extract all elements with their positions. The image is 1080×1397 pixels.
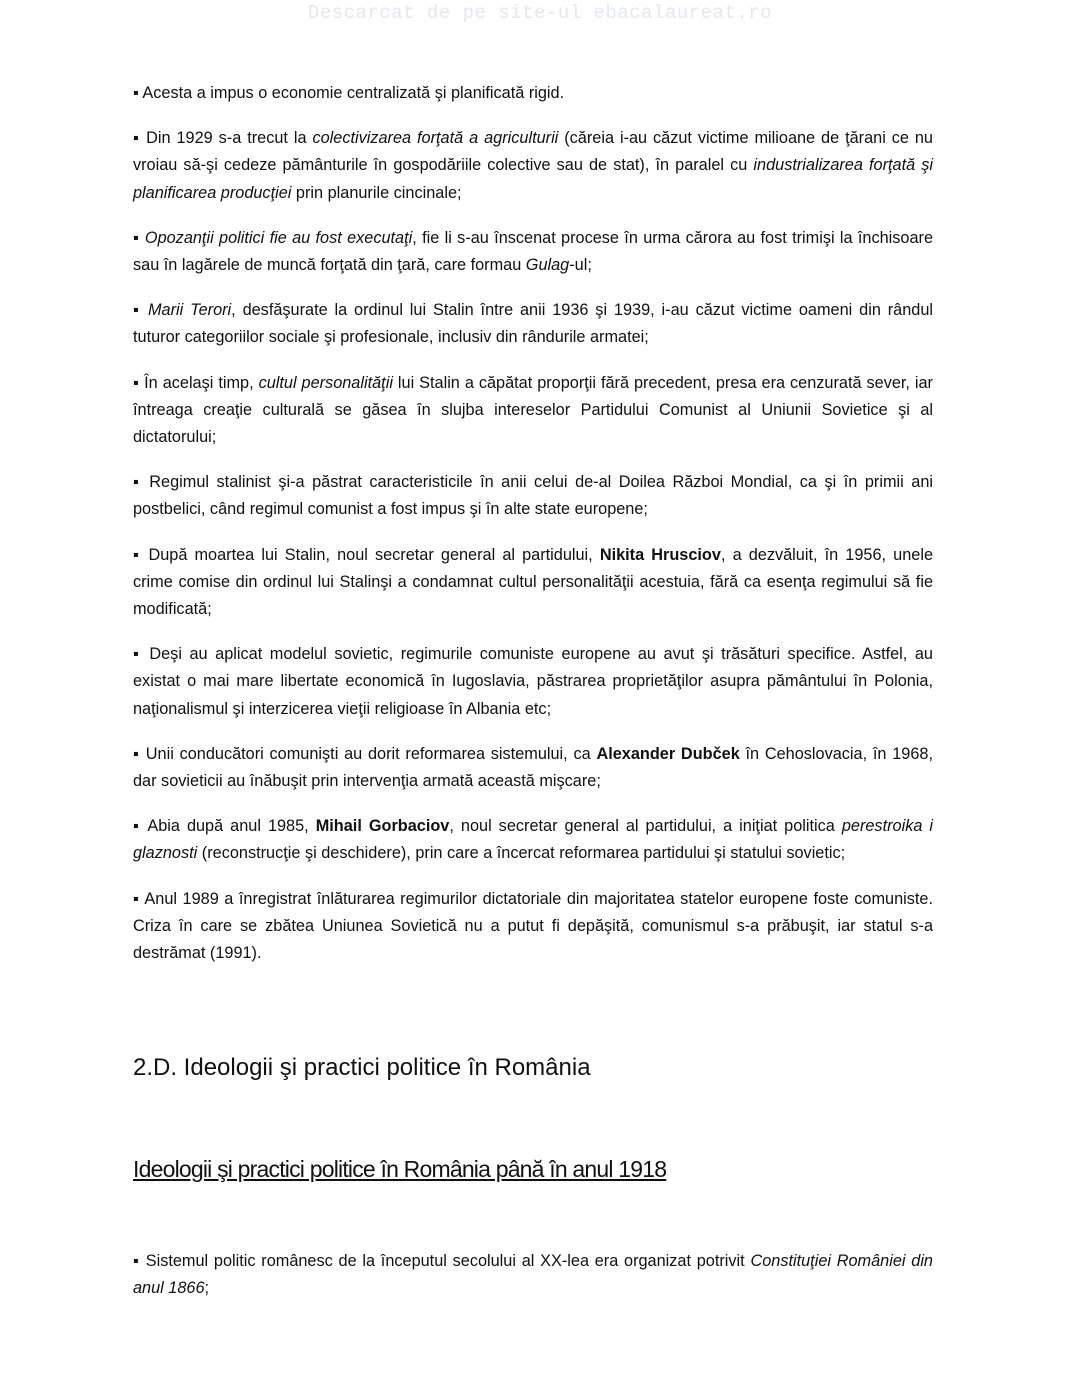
text-segment: ; (204, 1279, 210, 1298)
bold-text: Alexander Dubček (596, 744, 740, 763)
bullet-paragraph (133, 542, 933, 624)
text-segment: , a dezvăluit, în 1956, unele crime comise din ordinul lui Stalinşi a condamnat cultul personalităţii acestuia, fără ca esenţa regimului să fie modificată; (133, 545, 933, 619)
italic-text: Gulag (525, 256, 570, 275)
text-segment: ▪ Din 1929 s-a trecut la (133, 129, 313, 148)
subsection-heading: Ideologii şi practici politice în România până în anul 1918 (133, 1156, 667, 1182)
bullet-paragraph (133, 469, 933, 523)
text-segment: ▪ (133, 228, 145, 247)
italic-text: perestroika i glaznosti (133, 817, 934, 863)
text-segment: ▪ În acelaşi timp, (133, 373, 259, 392)
watermark: Descarcat de pe site-ul ebacalaureat.ro (307, 2, 773, 24)
text-segment: (căreia i-au căzut victime milioane de ţărani ce nu vroiau să-şi cedeze pământurile în gospodăriile colective sau de stat), în paralel cu (133, 129, 933, 175)
text-segment: ▪ Abia după anul 1985, (133, 817, 316, 836)
bullet-paragraph (133, 641, 933, 723)
bullet-paragraph (133, 813, 933, 867)
section-heading: 2.D. Ideologii şi practici politice în România (133, 1054, 591, 1081)
bullet-paragraph (133, 225, 933, 279)
text-segment: , noul secretar general al partidului, a iniţiat politica (449, 817, 842, 836)
text-segment: ▪ Acesta a impus o economie centralizată şi planificată rigid. (133, 84, 565, 102)
bullet-paragraph (133, 886, 933, 968)
italic-text: Marii Terori (148, 301, 232, 320)
italic-text: colectivizarea forţată a agriculturii (312, 129, 559, 148)
text-segment: (reconstrucţie şi deschidere), prin care a încercat reformarea partidului şi statului sovietic; (197, 844, 846, 863)
text-segment: ▪ Deşi au aplicat modelul sovietic, regimurile comuniste europene au avut şi trăsături specifice. Astfel, au existat o mai mare libertate economică în Iugoslavia, păstrarea proprietăţilor asupra pământului în Polonia, naţionalismul şi interzicerea vieţii religioase în Albania etc; (133, 645, 933, 718)
text-segment: ▪ Sistemul politic românesc de la începutul secolului al XX-lea era organizat potrivit (133, 1252, 751, 1270)
bullet-paragraph (133, 741, 933, 795)
bullet-paragraph (133, 80, 933, 107)
bold-text: Nikita Hrusciov (599, 545, 721, 564)
text-segment: prin planurile cincinale; (291, 183, 462, 202)
bold-text: Mihail Gorbaciov (315, 817, 450, 836)
bullet-paragraph (133, 370, 933, 452)
italic-text: industrializarea forţată şi planificarea producţiei (133, 156, 934, 202)
text-segment: -ul; (569, 256, 592, 275)
italic-text: cultul personalităţii (258, 373, 393, 392)
text-segment: ▪ Regimul stalinist şi-a păstrat caracteristicile în anii celui de-al Doilea Război Mondial, ca şi în primii ani postbelici, când regimul comunist a fost impus şi în alte state europene; (133, 473, 933, 519)
italic-text: Constituţiei României din anul 1866 (133, 1252, 933, 1298)
italic-text: Opozanţii politici fie au fost executaţi (144, 228, 413, 247)
text-segment: , fie li s-au înscenat procese în urma cărora au fost trimişi la închisoare sau în lagărele de muncă forţată din ţară, care formau (133, 228, 934, 275)
text-segment: în Cehoslovacia, în 1968, dar sovieticii au înăbuşit prin intervenţia armată această mişcare; (133, 744, 933, 791)
bullet-paragraph (133, 125, 933, 207)
text-segment: lui Stalin a căpătat proporţii fără precedent, presa era cenzurată sever, iar întreaga creaţie culturală se găsea în slujba intereselor Partidului Comunist al Uniunii Sovietice şi al dictatorului; (133, 373, 933, 447)
paragraph-last (133, 1248, 933, 1302)
text-segment: ▪ După moartea lui Stalin, noul secretar general al partidului, (133, 545, 600, 564)
text-segment: ▪ Unii conducători comunişti au dorit reformarea sistemului, ca (133, 744, 597, 763)
text-segment: ▪ (133, 301, 148, 320)
bullet-list (133, 80, 933, 985)
text-segment: , desfăşurate la ordinul lui Stalin între anii 1936 şi 1939, i-au căzut victime oameni din rândul tuturor categoriilor sociale şi profesionale, inclusiv din rândurile armatei; (133, 301, 933, 347)
text-segment: ▪ Anul 1989 a înregistrat înlăturarea regimurilor dictatoriale din majoritatea statelor europene foste comuniste. Criza în care se zbătea Uniunea Sovietică nu a putut fi depăşită, comunismul s-a prăbuşit, iar statul s-a destrămat (1991). (133, 889, 933, 963)
bullet-paragraph (133, 297, 933, 351)
